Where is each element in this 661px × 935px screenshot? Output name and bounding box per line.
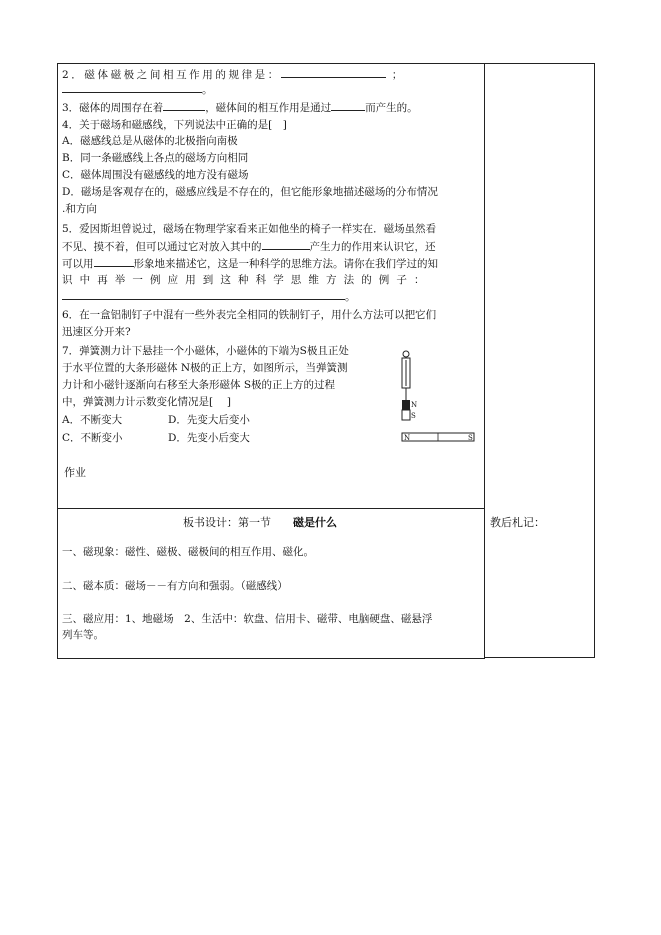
q5-line3 bbox=[62, 256, 438, 271]
q7-line1: 7．弹簧测力计下悬挂一个小磁体，小磁体的下端为S极且正处 bbox=[62, 345, 349, 357]
small-magnet-s-label: S bbox=[411, 412, 416, 420]
q5-line4: 识中再举一例应用到这种科学思维方法的例子： bbox=[62, 274, 432, 286]
small-magnet-n-label: N bbox=[411, 401, 418, 409]
board-line-essence: 二、磁本质：磁场－－有方向和强弱。（磁感线） bbox=[62, 580, 288, 592]
q5-line2 bbox=[62, 239, 436, 254]
bar-magnet-s-label: S bbox=[468, 434, 473, 442]
q5-blank-2 bbox=[94, 256, 134, 267]
q4-option-d-cont: .和方向 bbox=[62, 203, 97, 215]
notes-cell bbox=[484, 508, 595, 659]
q5-period: 。 bbox=[345, 291, 356, 303]
q3-blank-2 bbox=[331, 100, 365, 111]
teaching-notes-label: 教后札记： bbox=[490, 516, 545, 529]
spring-scale-figure bbox=[398, 350, 478, 446]
q5-line1: 5．爱因斯坦曾说过，磁场在物理学家看来正如他坐的椅子一样实在．磁场虽然看 bbox=[62, 223, 437, 235]
q4-prompt: 4．关于磁场和磁感线，下列说法中正确的是[ ] bbox=[62, 119, 287, 131]
board-line-phenomenon: 一、磁现象：磁性、磁极、磁极间的相互作用、磁化。 bbox=[62, 546, 314, 558]
q3-text bbox=[62, 100, 418, 115]
q7-option-d-2: D．先变小后变大 bbox=[168, 432, 250, 444]
q6-line2: 迅速区分开来? bbox=[62, 326, 131, 338]
q5-part-d: 形象地来描述它，这是一种科学的思维方法。请你在我们学过的知 bbox=[133, 258, 438, 270]
q5-part-a: 不见、摸不着，但可以通过它对放入其中的 bbox=[62, 241, 262, 253]
q7-line4: 中，弹簧测力计示数变化情况是[ ] bbox=[62, 396, 232, 408]
q4-option-a: A．磁感线总是从磁体的北极指向南极 bbox=[62, 135, 238, 147]
q5-part-c: 可以用 bbox=[62, 258, 94, 270]
q5-line5 bbox=[62, 289, 356, 304]
q2-period: 。 bbox=[202, 84, 213, 96]
board-title bbox=[183, 514, 337, 530]
q7-option-c: C．不断变小 bbox=[62, 432, 123, 444]
q3-blank-1 bbox=[163, 100, 205, 111]
q2-semicolon: ； bbox=[391, 69, 405, 81]
q7-line3: 力计和小磁针逐渐向右移至大条形磁体 S极的正上方的过程 bbox=[62, 379, 336, 391]
homework-label: 作业 bbox=[64, 466, 86, 479]
q3-part-b: ，磁体间的相互作用是通过 bbox=[205, 102, 332, 114]
q2-text bbox=[62, 67, 405, 82]
q2-line2 bbox=[62, 82, 213, 97]
board-title-section: 板书设计：第一节 bbox=[183, 516, 271, 529]
board-line-application-cont: 列车等。 bbox=[62, 629, 104, 641]
q7-option-d: D．先变大后变小 bbox=[168, 414, 250, 426]
q4-option-d: D．磁场是客观存在的，磁感应线是不存在的，但它能形象地描述磁场的分布情况 bbox=[62, 186, 438, 198]
q5-blank-1 bbox=[262, 239, 310, 250]
board-title-topic: 磁是什么 bbox=[293, 516, 337, 529]
q5-part-b: 产生力的作用来认识它，还 bbox=[309, 241, 436, 253]
q6-line1: 6．在一盒铝制钉子中混有一些外表完全相同的铁制钉子，用什么方法可以把它们 bbox=[62, 309, 437, 321]
q4-option-b: B．同一条磁感线上各点的磁场方向相同 bbox=[62, 152, 249, 164]
q2-blank-2 bbox=[62, 82, 202, 93]
q3-part-a: 3．磁体的周围存在着 bbox=[62, 102, 164, 114]
board-line-application: 三、磁应用：1、地磁场 2、生活中：软盘、信用卡、磁带、电脑硬盘、磁悬浮 bbox=[62, 613, 433, 625]
q2-prompt: 2．磁体磁极之间相互作用的规律是： bbox=[62, 69, 281, 81]
q3-part-c: 而产生的。 bbox=[365, 102, 418, 114]
q4-option-c: C．磁体周围没有磁感线的地方没有磁场 bbox=[62, 169, 249, 181]
q7-line2: 于水平位置的大条形磁体 N极的正上方，如图所示，当弹簧测 bbox=[62, 362, 348, 374]
bar-magnet-n-label: N bbox=[404, 434, 411, 442]
q7-option-a: A．不断变大 bbox=[62, 414, 123, 426]
q5-blank-3 bbox=[62, 289, 345, 300]
q2-blank-1 bbox=[281, 67, 386, 78]
